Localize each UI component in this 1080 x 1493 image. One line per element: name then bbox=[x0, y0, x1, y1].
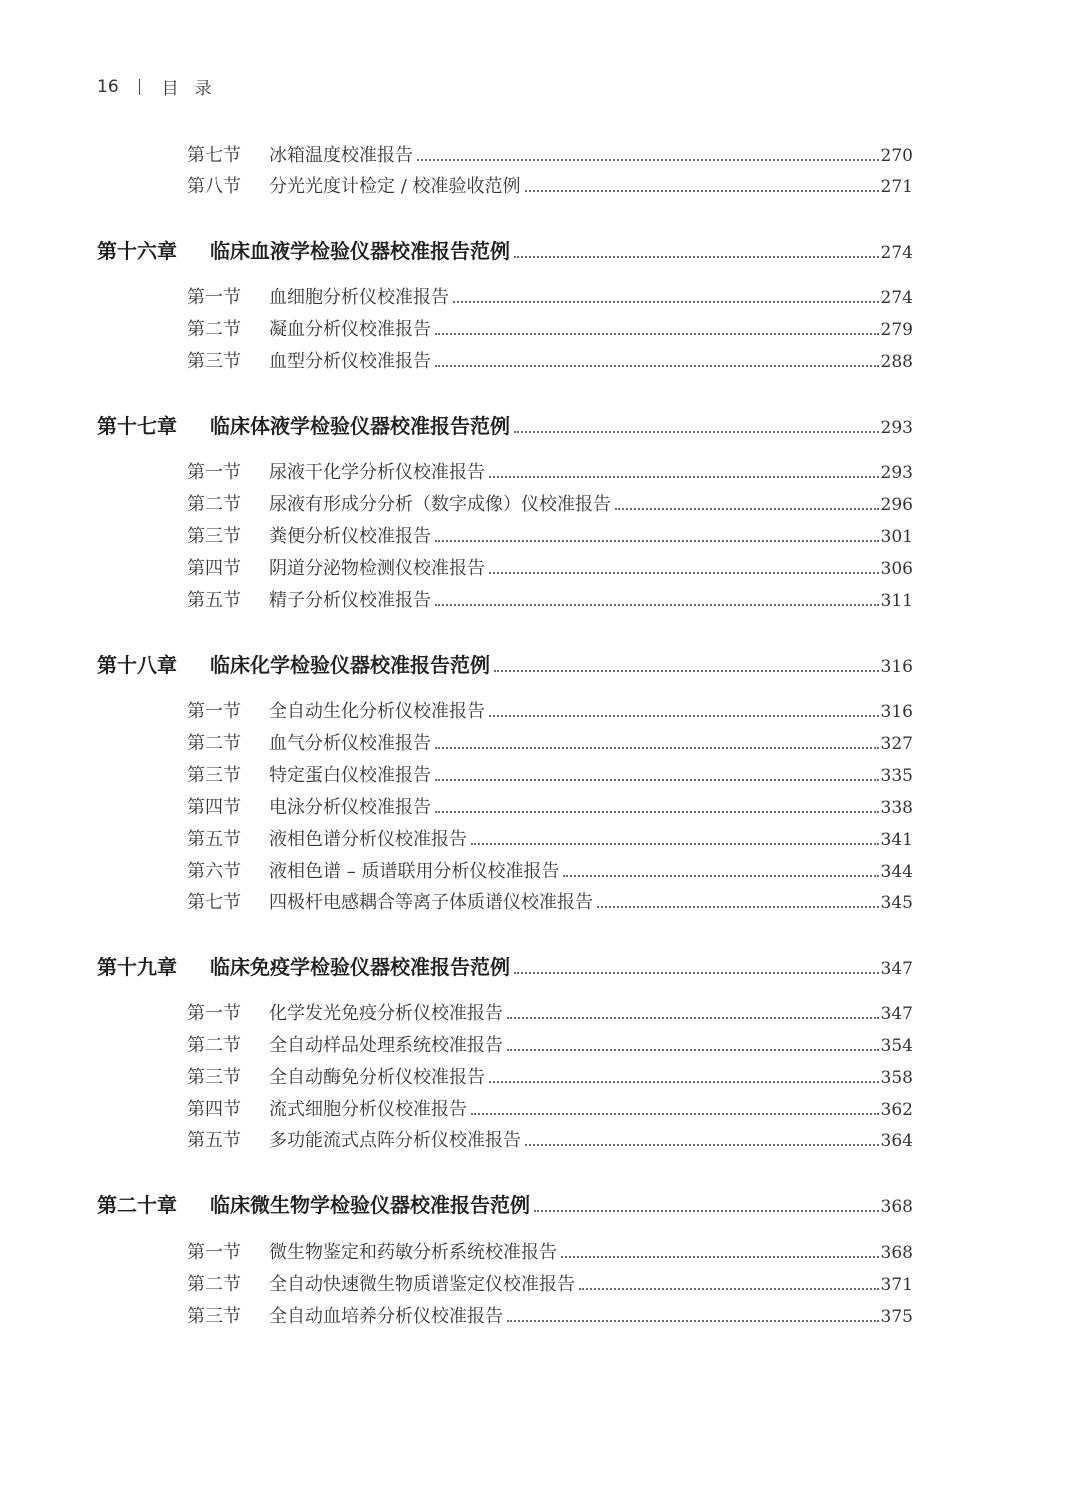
section-label: 第四节 bbox=[187, 1099, 241, 1120]
dot-leader bbox=[489, 715, 879, 717]
dot-leader bbox=[435, 604, 879, 606]
entry-page-number: 375 bbox=[880, 1307, 913, 1327]
dot-leader bbox=[453, 301, 879, 303]
entry-page-number: 354 bbox=[880, 1036, 913, 1056]
dot-leader bbox=[435, 779, 879, 781]
dot-leader bbox=[615, 508, 879, 510]
entry-page-number: 274 bbox=[880, 288, 913, 308]
dot-leader bbox=[471, 1113, 879, 1115]
section-label: 第七节 bbox=[187, 145, 241, 166]
dot-leader bbox=[489, 476, 879, 478]
section-label: 第二节 bbox=[187, 733, 241, 754]
entry-page-number: 338 bbox=[880, 798, 913, 818]
chapter-label: 第二十章 bbox=[97, 1193, 177, 1217]
dot-leader bbox=[489, 572, 879, 574]
section-label: 第七节 bbox=[187, 892, 241, 913]
running-head bbox=[97, 74, 228, 99]
dot-leader bbox=[514, 256, 879, 258]
section-label: 第五节 bbox=[187, 829, 241, 850]
section-title: 微生物鉴定和药敏分析系统校准报告 bbox=[269, 1242, 557, 1263]
toc-section-entry bbox=[187, 1238, 913, 1270]
entry-page-number: 358 bbox=[880, 1068, 913, 1088]
section-title: 尿液干化学分析仪校准报告 bbox=[269, 462, 485, 483]
section-label: 第三节 bbox=[187, 526, 241, 547]
toc-section-entry bbox=[187, 999, 913, 1031]
toc-section-entry bbox=[187, 1270, 913, 1302]
section-title: 血型分析仪校准报告 bbox=[269, 351, 431, 372]
page-number: 16 bbox=[97, 76, 119, 97]
toc-section-entry bbox=[187, 283, 913, 315]
section-title: 全自动生化分析仪校准报告 bbox=[269, 701, 485, 722]
toc-section-entry bbox=[187, 490, 913, 522]
dot-leader bbox=[507, 1017, 879, 1019]
section-label: 第四节 bbox=[187, 797, 241, 818]
entry-page-number: 293 bbox=[880, 418, 913, 438]
section-title: 阴道分泌物检测仪校准报告 bbox=[269, 558, 485, 579]
entry-page-number: 316 bbox=[880, 702, 913, 722]
toc-chapter-entry bbox=[97, 235, 913, 269]
toc-section-entry bbox=[187, 315, 913, 347]
toc-section-entry bbox=[187, 586, 913, 618]
toc-section-entry bbox=[187, 141, 913, 173]
entry-page-number: 368 bbox=[880, 1243, 913, 1263]
entry-page-number: 306 bbox=[880, 559, 913, 579]
dot-leader bbox=[435, 811, 879, 813]
section-title: 全自动样品处理系统校准报告 bbox=[269, 1035, 503, 1056]
dot-leader bbox=[563, 875, 878, 877]
section-title: 血气分析仪校准报告 bbox=[269, 733, 431, 754]
toc-section-entry bbox=[187, 172, 913, 204]
chapter-label: 第十七章 bbox=[97, 414, 177, 438]
section-title: 流式细胞分析仪校准报告 bbox=[269, 1099, 467, 1120]
dot-leader bbox=[514, 431, 879, 433]
section-title: 尿液有形成分分析（数字成像）仪校准报告 bbox=[269, 494, 611, 515]
entry-page-number: 347 bbox=[880, 1004, 913, 1024]
section-label: 第五节 bbox=[187, 1130, 241, 1151]
toc-section-entry bbox=[187, 888, 913, 920]
entry-page-number: 368 bbox=[880, 1197, 913, 1217]
section-label: 第三节 bbox=[187, 1067, 241, 1088]
entry-page-number: 327 bbox=[880, 734, 913, 754]
entry-page-number: 293 bbox=[880, 463, 913, 483]
toc-section-entry bbox=[187, 825, 913, 857]
entry-page-number: 274 bbox=[880, 243, 913, 263]
dot-leader bbox=[507, 1320, 879, 1322]
section-title: 粪便分析仪校准报告 bbox=[269, 526, 431, 547]
toc-section-entry bbox=[187, 1302, 913, 1334]
entry-page-number: 335 bbox=[880, 766, 913, 786]
section-label: 第一节 bbox=[187, 1242, 241, 1263]
entry-page-number: 364 bbox=[880, 1131, 913, 1151]
chapter-label: 第十八章 bbox=[97, 653, 177, 677]
section-title: 血细胞分析仪校准报告 bbox=[269, 287, 449, 308]
dot-leader bbox=[435, 365, 879, 367]
toc-section-entry bbox=[187, 458, 913, 490]
dot-leader bbox=[525, 1144, 879, 1146]
entry-page-number: 279 bbox=[880, 320, 913, 340]
toc-section-entry bbox=[187, 554, 913, 586]
chapter-title: 临床化学检验仪器校准报告范例 bbox=[210, 653, 490, 677]
entry-page-number: 344 bbox=[880, 862, 913, 882]
toc-section-entry bbox=[187, 729, 913, 761]
section-title: 精子分析仪校准报告 bbox=[269, 590, 431, 611]
chapter-label: 第十六章 bbox=[97, 239, 177, 263]
entry-page-number: 345 bbox=[880, 893, 913, 913]
chapter-title: 临床血液学检验仪器校准报告范例 bbox=[210, 239, 510, 263]
header-divider bbox=[139, 79, 140, 95]
section-title: 分光光度计检定 / 校准验收范例 bbox=[269, 176, 521, 197]
entry-page-number: 301 bbox=[880, 527, 913, 547]
dot-leader bbox=[494, 670, 879, 672]
dot-leader bbox=[417, 159, 879, 161]
toc-section-entry bbox=[187, 1095, 913, 1127]
entry-page-number: 271 bbox=[880, 177, 913, 197]
chapter-label: 第十九章 bbox=[97, 955, 177, 979]
entry-page-number: 270 bbox=[880, 146, 913, 166]
entry-page-number: 316 bbox=[880, 657, 913, 677]
section-label: 第一节 bbox=[187, 462, 241, 483]
page-title: 目录 bbox=[161, 79, 228, 99]
section-label: 第一节 bbox=[187, 287, 241, 308]
dot-leader bbox=[435, 540, 879, 542]
section-label: 第四节 bbox=[187, 558, 241, 579]
section-label: 第二节 bbox=[187, 1035, 241, 1056]
entry-page-number: 347 bbox=[880, 959, 913, 979]
toc-section-entry bbox=[187, 347, 913, 379]
section-label: 第六节 bbox=[187, 861, 241, 882]
toc-section-entry bbox=[187, 697, 913, 729]
section-label: 第二节 bbox=[187, 319, 241, 340]
toc-chapter-entry bbox=[97, 410, 913, 444]
section-title: 冰箱温度校准报告 bbox=[269, 145, 413, 166]
section-label: 第一节 bbox=[187, 1003, 241, 1024]
dot-leader bbox=[489, 1081, 879, 1083]
entry-page-number: 296 bbox=[880, 495, 913, 515]
toc-section-entry bbox=[187, 1063, 913, 1095]
section-title: 电泳分析仪校准报告 bbox=[269, 797, 431, 818]
toc-section-entry bbox=[187, 857, 913, 889]
toc-section-entry bbox=[187, 793, 913, 825]
dot-leader bbox=[561, 1256, 879, 1258]
section-label: 第二节 bbox=[187, 494, 241, 515]
entry-page-number: 288 bbox=[880, 352, 913, 372]
section-label: 第五节 bbox=[187, 590, 241, 611]
section-title: 四极杆电感耦合等离子体质谱仪校准报告 bbox=[269, 892, 593, 913]
section-label: 第三节 bbox=[187, 1306, 241, 1327]
dot-leader bbox=[579, 1288, 879, 1290]
dot-leader bbox=[597, 906, 879, 908]
chapter-title: 临床微生物学检验仪器校准报告范例 bbox=[210, 1193, 530, 1217]
section-label: 第八节 bbox=[187, 176, 241, 197]
section-title: 液相色谱 – 质谱联用分析仪校准报告 bbox=[269, 861, 560, 882]
toc-chapter-entry bbox=[97, 649, 913, 683]
dot-leader bbox=[525, 190, 879, 192]
section-title: 凝血分析仪校准报告 bbox=[269, 319, 431, 340]
dot-leader bbox=[435, 747, 879, 749]
toc-chapter-entry bbox=[97, 1189, 913, 1223]
dot-leader bbox=[534, 1210, 879, 1212]
section-label: 第一节 bbox=[187, 701, 241, 722]
section-title: 液相色谱分析仪校准报告 bbox=[269, 829, 467, 850]
chapter-title: 临床免疫学检验仪器校准报告范例 bbox=[210, 955, 510, 979]
dot-leader bbox=[507, 1049, 879, 1051]
toc-chapter-entry bbox=[97, 951, 913, 985]
chapter-title: 临床体液学检验仪器校准报告范例 bbox=[210, 414, 510, 438]
entry-page-number: 371 bbox=[880, 1275, 913, 1295]
toc-section-entry bbox=[187, 522, 913, 554]
toc-section-entry bbox=[187, 1126, 913, 1158]
section-label: 第二节 bbox=[187, 1274, 241, 1295]
entry-page-number: 341 bbox=[880, 830, 913, 850]
entry-page-number: 311 bbox=[880, 591, 913, 611]
section-title: 全自动血培养分析仪校准报告 bbox=[269, 1306, 503, 1327]
dot-leader bbox=[514, 972, 879, 974]
dot-leader bbox=[435, 333, 879, 335]
section-title: 全自动快速微生物质谱鉴定仪校准报告 bbox=[269, 1274, 575, 1295]
toc-section-entry bbox=[187, 761, 913, 793]
section-title: 化学发光免疫分析仪校准报告 bbox=[269, 1003, 503, 1024]
dot-leader bbox=[471, 843, 879, 845]
entry-page-number: 362 bbox=[880, 1100, 913, 1120]
section-title: 特定蛋白仪校准报告 bbox=[269, 765, 431, 786]
section-title: 多功能流式点阵分析仪校准报告 bbox=[269, 1130, 521, 1151]
section-label: 第三节 bbox=[187, 765, 241, 786]
section-label: 第三节 bbox=[187, 351, 241, 372]
section-title: 全自动酶免分析仪校准报告 bbox=[269, 1067, 485, 1088]
toc-section-entry bbox=[187, 1031, 913, 1063]
